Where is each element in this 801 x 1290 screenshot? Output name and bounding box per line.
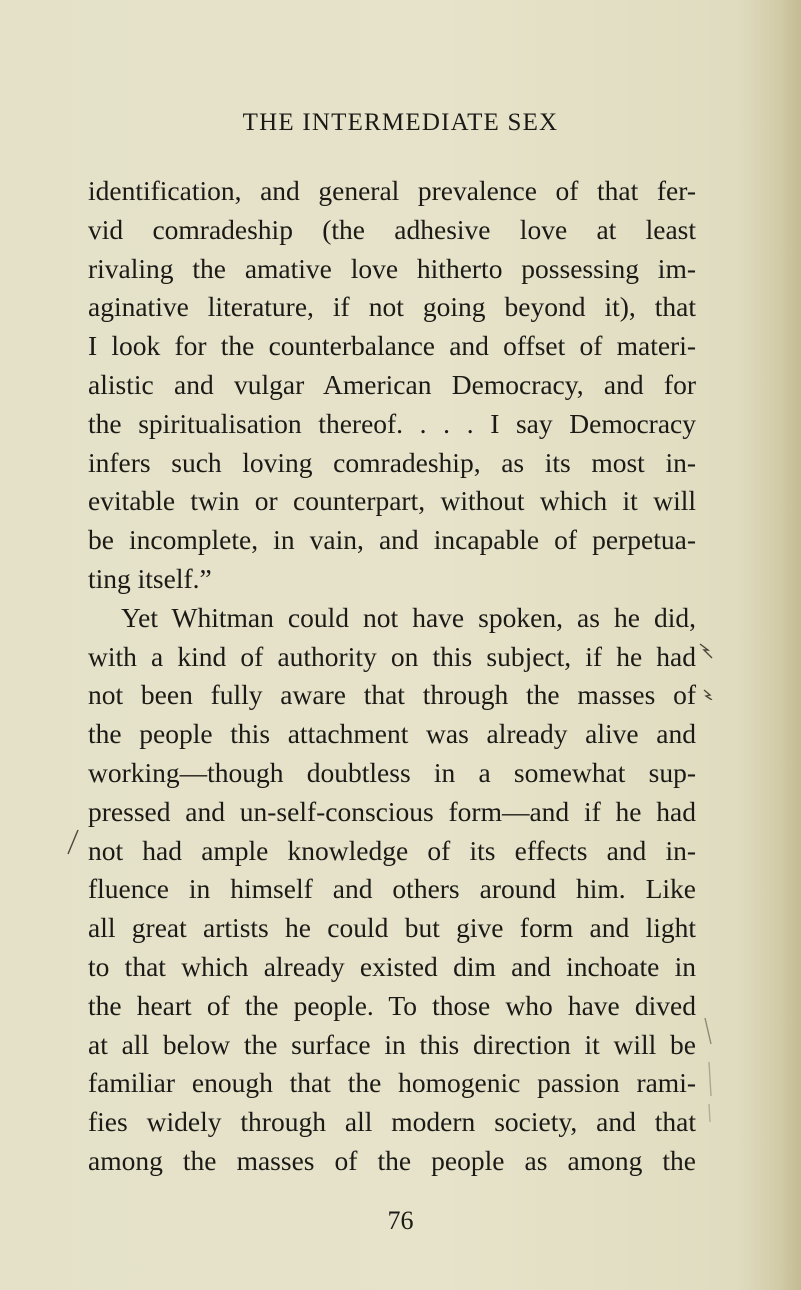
text-line: working—though doubtless in a somewhat sup- [88,756,696,788]
text-line: aginative literature, if not going beyond it), that [88,291,696,323]
text-line: rivaling the amative love hitherto possessing im- [88,252,696,284]
pencil-mark-icon [64,828,82,858]
text-line: at all below the surface in this direction it will be [88,1028,696,1060]
pencil-mark-icon [698,640,722,700]
text-line: evitable twin or counterpart, without which it will [88,485,696,517]
text-line: infers such loving comradeship, as its most in- [88,446,696,478]
text-line: Yet Whitman could not have spoken, as he did, [121,601,696,633]
pencil-mark-icon [703,1016,715,1126]
text-line: with a kind of authority on this subject, if he had [88,640,696,672]
text-line: identification, and general prevalence of that fer- [88,175,696,206]
text-line: not been fully aware that through the masses of [88,679,696,711]
text-line: familiar enough that the homogenic passion rami- [88,1067,696,1099]
text-line: the people this attachment was already alive and [88,718,696,750]
text-line: be incomplete, in vain, and incapable of perpetua- [88,524,696,556]
text-line: alistic and vulgar American Democracy, and for [88,368,696,400]
text-line: among the masses of the people as among the [88,1144,696,1176]
text-line: ting itself.” [88,562,212,594]
page-number: 76 [387,1206,414,1235]
body-text [88,172,696,1181]
running-head: THE INTERMEDIATE SEX [242,109,559,136]
text-line: all great artists he could but give form and light [88,912,696,944]
text-line: I look for the counterbalance and offset of materi- [88,330,696,362]
text-line: not had ample knowledge of its effects and in- [88,834,696,866]
text-line: the heart of the people. To those who have dived [88,989,696,1021]
text-line: to that which already existed dim and inchoate in [88,950,696,982]
text-line: fluence in himself and others around him. Like [88,873,696,905]
text-line: fies widely through all modern society, and that [88,1106,696,1138]
page-edge-shadow [779,0,801,1290]
text-line: the spiritualisation thereof. . . . I say Democracy [88,407,696,439]
text-line: pressed and un-self-conscious form—and if he had [88,795,696,827]
text-line: vid comradeship (the adhesive love at least [88,213,696,245]
